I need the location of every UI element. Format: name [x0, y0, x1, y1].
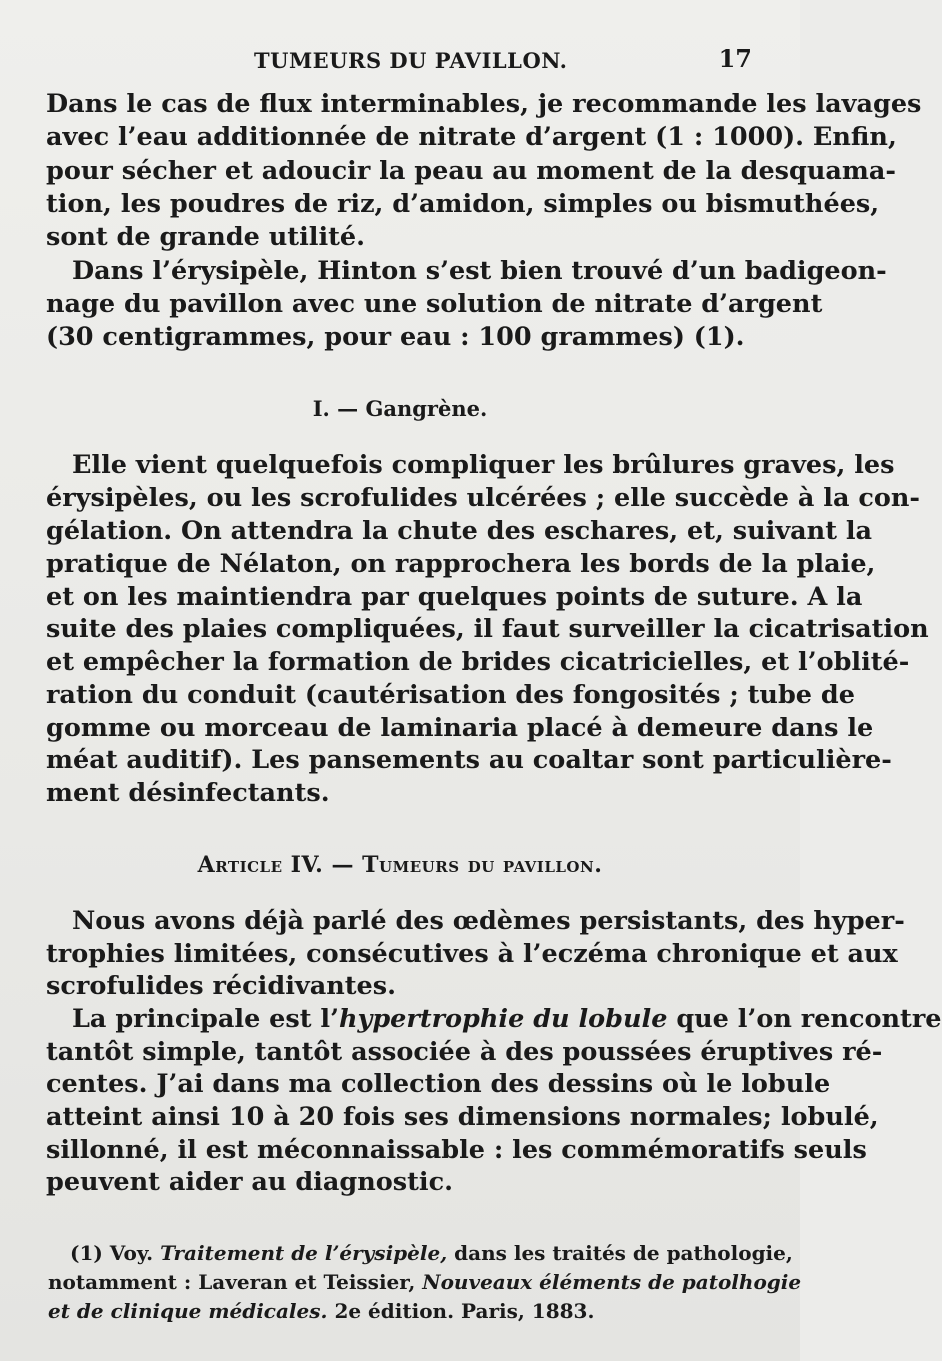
- text-line: sillonné, il est méconnaissable : les commémoratifs seuls: [46, 1135, 867, 1165]
- text-segment: dans les traités de pathologie,: [447, 1241, 793, 1265]
- text-line: (30 centigrammes, pour eau : 100 grammes) (1).: [46, 322, 745, 352]
- text-line: et empêcher la formation de brides cicatricielles, et l’oblité-: [46, 647, 910, 677]
- text-line: Nous avons déjà parlé des œdèmes persistants, des hyper-: [72, 906, 905, 936]
- text-line: gomme ou morceau de laminaria placé à demeure dans le: [46, 713, 874, 743]
- text-line: Elle vient quelquefois compliquer les brûlures graves, les: [72, 450, 895, 480]
- text-segment: que l’on rencontre: [667, 1004, 942, 1034]
- text-line: gélation. On attendra la chute des eschares, et, suivant la: [46, 516, 873, 546]
- footnote-line: [48, 1268, 802, 1296]
- text-line: ment désinfectants.: [46, 778, 330, 808]
- footnote-line: [70, 1239, 793, 1267]
- text-line: sont de grande utilité.: [46, 222, 366, 252]
- text-line: peuvent aider au diagnostic.: [46, 1167, 453, 1197]
- text-line: scrofulides récidivantes.: [46, 971, 397, 1001]
- italic-title: et de clinique médicales.: [48, 1299, 328, 1323]
- text-line: suite des plaies compliquées, il faut surveiller la cicatrisation: [46, 614, 929, 644]
- text-line: [72, 1003, 942, 1035]
- text-line: atteint ainsi 10 à 20 fois ses dimensions normales; lobulé,: [46, 1102, 879, 1132]
- text-line: méat auditif). Les pansements au coaltar sont particulière-: [46, 745, 892, 775]
- article-heading: Article IV. — Tumeurs du pavillon.: [197, 852, 603, 878]
- text-line: avec l’eau additionnée de nitrate d’argent (1 : 1000). Enfin,: [46, 122, 897, 152]
- page-number: 17: [718, 44, 752, 73]
- italic-title: Nouveaux éléments de patolhogie: [422, 1270, 802, 1294]
- text-line: nage du pavillon avec une solution de nitrate d’argent: [46, 289, 823, 319]
- text-line: Dans l’érysipèle, Hinton s’est bien trouvé d’un badigeon-: [72, 256, 887, 286]
- text-line: trophies limitées, consécutives à l’eczéma chronique et aux: [46, 939, 898, 969]
- text-line: centes. J’ai dans ma collection des dessins où le lobule: [46, 1069, 831, 1099]
- italic-term: hypertrophie du lobule: [338, 1004, 668, 1034]
- text-line: érysipèles, ou les scrofulides ulcérées ; elle succède à la con-: [46, 483, 920, 513]
- text-line: et on les maintiendra par quelques points de suture. A la: [46, 582, 863, 612]
- text-line: Dans le cas de flux interminables, je recommande les lavages: [46, 89, 922, 119]
- text-line: pratique de Nélaton, on rapprochera les bords de la plaie,: [46, 549, 876, 579]
- italic-title: Traitement de l’érysipèle,: [160, 1241, 448, 1265]
- text-line: tantôt simple, tantôt associée à des poussées éruptives ré-: [46, 1037, 883, 1067]
- text-segment: (1) Voy.: [70, 1241, 161, 1265]
- text-line: ration du conduit (cautérisation des fongosités ; tube de: [46, 680, 855, 710]
- footnote-line: [48, 1297, 754, 1325]
- text-segment: 2e édition. Paris, 1883.: [327, 1299, 595, 1323]
- running-head: [0, 44, 800, 80]
- running-title: TUMEURS DU PAVILLON.: [254, 48, 568, 73]
- text-line: pour sécher et adoucir la peau au moment de la desquama-: [46, 156, 897, 186]
- text-segment: notamment : Laveran et Teissier,: [48, 1270, 423, 1294]
- text-segment: La principale est l’: [72, 1004, 339, 1034]
- text-line: tion, les poudres de riz, d’amidon, simples ou bismuthées,: [46, 189, 880, 219]
- section-heading: I. — Gangrène.: [312, 396, 488, 421]
